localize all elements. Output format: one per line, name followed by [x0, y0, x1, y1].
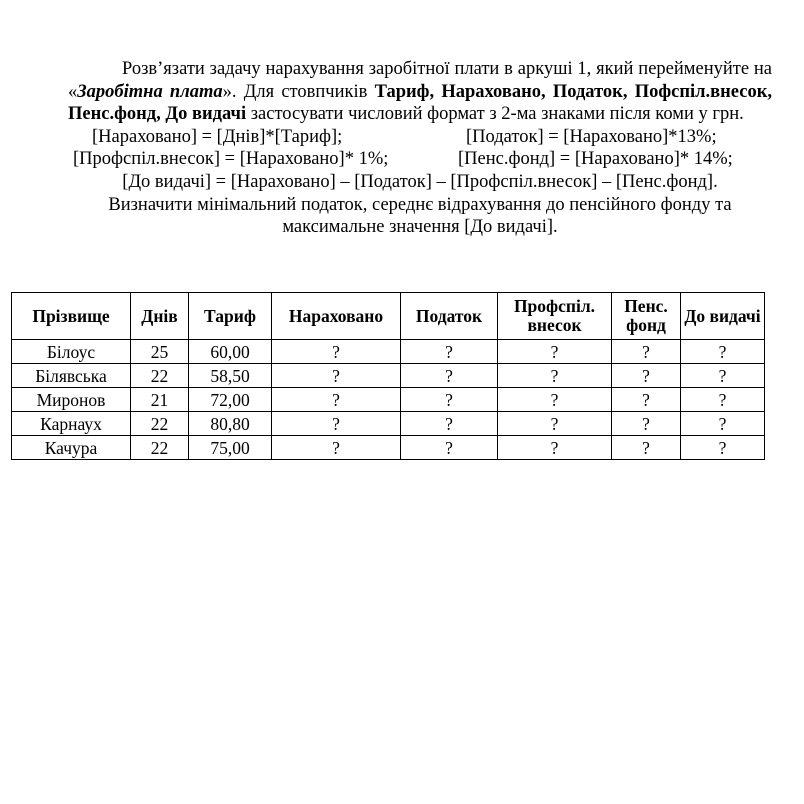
cell-union: ?	[498, 412, 612, 436]
cell-pension: ?	[612, 412, 681, 436]
formula-row-2	[68, 148, 772, 171]
cell-tax: ?	[401, 412, 498, 436]
table-row	[12, 388, 765, 412]
bold-columns: Тариф, Нараховано, Податок, Пофспіл.внесок, Пенс.фонд, До видачі	[68, 81, 772, 125]
cell-union: ?	[498, 436, 612, 460]
task-line-1: Визначити мінімальний податок, середнє відрахування до пенсійного фонду та	[108, 194, 732, 215]
cell-union: ?	[498, 340, 612, 364]
cell-union: ?	[498, 364, 612, 388]
cell-surname: Качура	[12, 436, 131, 460]
formula-tax: [Податок] = [Нараховано]*13%;	[466, 126, 717, 147]
cell-days: 25	[131, 340, 189, 364]
header-tax: Податок	[401, 293, 498, 340]
task-line-2: максимальне значення [До видачі].	[282, 217, 558, 238]
header-days: Днів	[131, 293, 189, 340]
cell-tax: ?	[401, 340, 498, 364]
cell-rate: 72,00	[189, 388, 272, 412]
formula-payout: [До видачі] = [Нараховано] – [Податок] – [Профспіл.внесок] – [Пенс.фонд].	[122, 171, 718, 192]
sheet-name: Заробітна плата	[77, 81, 223, 102]
formula-union: [Профспіл.внесок] = [Нараховано]* 1%;	[73, 149, 389, 170]
cell-tax: ?	[401, 364, 498, 388]
cell-accrued: ?	[272, 436, 401, 460]
header-surname: Прізвище	[12, 293, 131, 340]
cell-pension: ?	[612, 388, 681, 412]
formula-pension: [Пенс.фонд] = [Нараховано]* 14%;	[458, 149, 733, 170]
intro-text-2: ». Для стовпчиків	[222, 81, 375, 102]
cell-tax: ?	[401, 388, 498, 412]
table-row	[12, 436, 765, 460]
header-rate: Тариф	[189, 293, 272, 340]
formula-accrued: [Нараховано] = [Днів]*[Тариф];	[92, 126, 343, 147]
table-row	[12, 412, 765, 436]
cell-accrued: ?	[272, 364, 401, 388]
cell-surname: Карнаух	[12, 412, 131, 436]
cell-surname: Миронов	[12, 388, 131, 412]
intro-paragraph	[68, 58, 772, 126]
cell-accrued: ?	[272, 340, 401, 364]
table-row	[12, 364, 765, 388]
cell-days: 21	[131, 388, 189, 412]
cell-rate: 58,50	[189, 364, 272, 388]
table-header-row	[12, 293, 765, 340]
cell-surname: Білоус	[12, 340, 131, 364]
cell-pension: ?	[612, 364, 681, 388]
cell-accrued: ?	[272, 412, 401, 436]
header-union: Профспіл. внесок	[498, 293, 612, 340]
cell-payout: ?	[681, 436, 765, 460]
cell-union: ?	[498, 388, 612, 412]
intro-text-3: застосувати числовий формат з 2-ма знаками після коми у грн.	[246, 104, 744, 125]
cell-payout: ?	[681, 412, 765, 436]
header-payout: До видачі	[681, 293, 765, 340]
cell-payout: ?	[681, 388, 765, 412]
cell-pension: ?	[612, 340, 681, 364]
cell-rate: 75,00	[189, 436, 272, 460]
formula-row-1	[68, 126, 772, 149]
cell-days: 22	[131, 436, 189, 460]
cell-pension: ?	[612, 436, 681, 460]
cell-payout: ?	[681, 340, 765, 364]
intro-text-1: Розв’язати задачу нарахування заробітної плати в аркуші 1, який перейменуйте на «	[68, 59, 772, 102]
cell-days: 22	[131, 364, 189, 388]
cell-days: 22	[131, 412, 189, 436]
cell-tax: ?	[401, 436, 498, 460]
header-accrued: Нараховано	[272, 293, 401, 340]
cell-rate: 80,80	[189, 412, 272, 436]
document-body	[68, 58, 772, 239]
cell-accrued: ?	[272, 388, 401, 412]
cell-payout: ?	[681, 364, 765, 388]
cell-rate: 60,00	[189, 340, 272, 364]
salary-table	[11, 292, 765, 460]
cell-surname: Білявська	[12, 364, 131, 388]
header-pension: Пенс. фонд	[612, 293, 681, 340]
table-row	[12, 340, 765, 364]
